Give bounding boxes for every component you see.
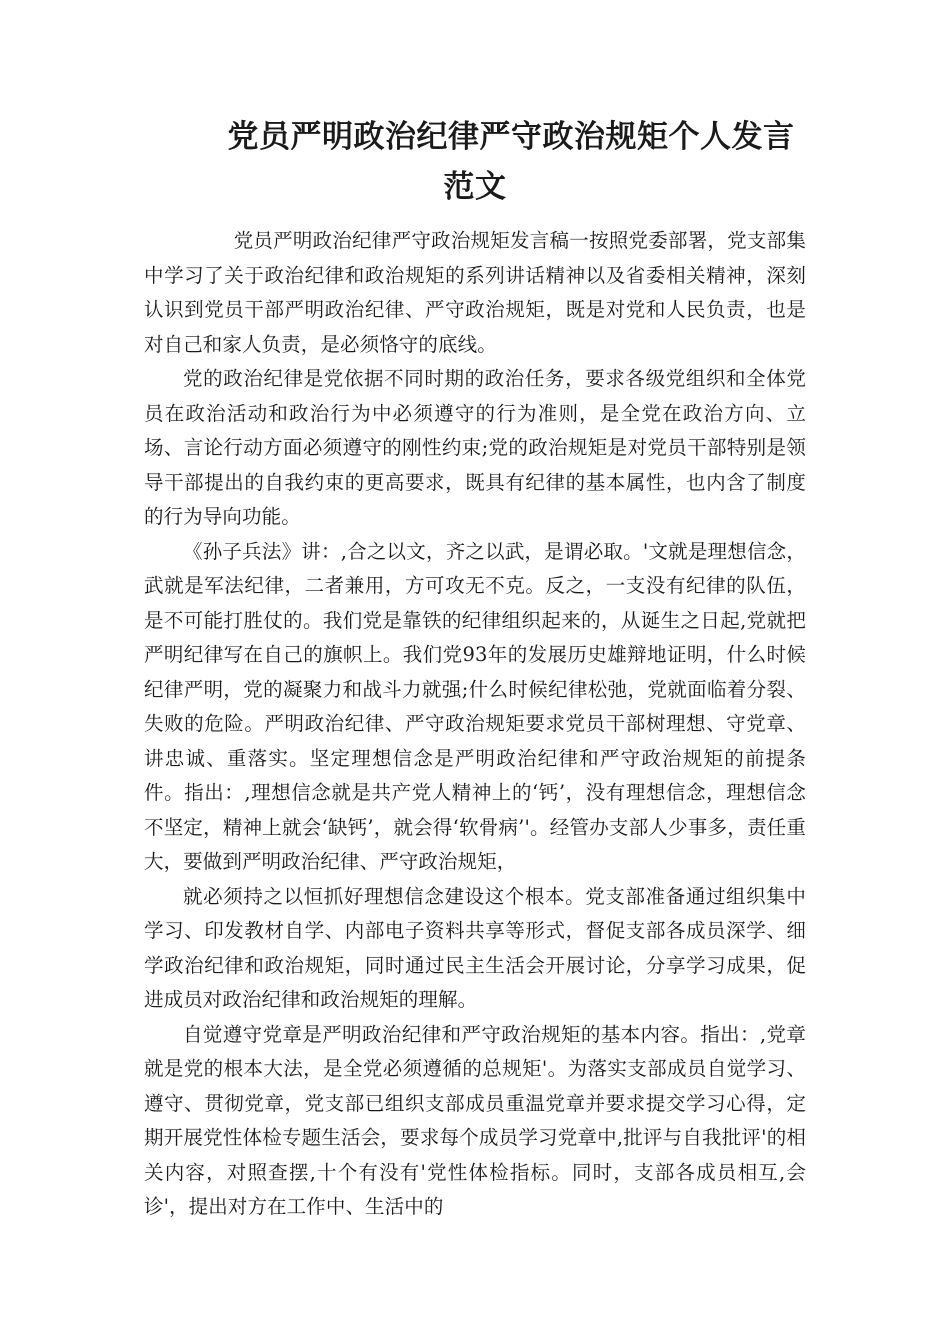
document-page <box>144 112 806 1225</box>
paragraph-4: 就必须持之以恒抓好理想信念建设这个根本。党支部准备通过组织集中学习、印发教材自学、内部电子资料共享等形式，督促支部各成员深学、细学政治纪律和政治规矩，同时通过民主生活会开展讨论，分享学习成果，促进成员对政治纪律和政治规矩的理解。 <box>144 884 806 1011</box>
paragraph-2: 党的政治纪律是党依据不同时期的政治任务，要求各级党组织和全体党员在政治活动和政治行为中必须遵守的行为准则，是全党在政治方向、立场、言论行动方面必须遵守的刚性约束;党的政治规矩是对党员干部特别是领导干部提出的自我约束的更高要求，既具有纪律的基本属性，也内含了制度的行为导向功能。 <box>144 367 806 528</box>
document-body <box>144 224 806 1225</box>
document-title-line-2: 范文 <box>443 169 507 205</box>
document-title <box>144 112 806 212</box>
paragraph-5: 自觉遵守党章是严明政治纪律和严守政治规矩的基本内容。指出：,党章就是党的根本大法，是全党必须遵循的总规矩'。为落实支部成员自觉学习、遵守、贯彻党章，党支部已组织支部成员重温党章并要求提交学习心得，定期开展党性体检专题生活会，要求每个成员学习党章中,批评与自我批评'的相关内容，对照查摆,十个有没有'党性体检指标。同时，支部各成员相互,会诊'，提出对方在工作中、生活中的 <box>144 1022 806 1218</box>
paragraph-1: 党员严明政治纪律严守政治规矩发言稿一按照党委部署，党支部集中学习了关于政治纪律和政治规矩的系列讲话精神以及省委相关精神，深刻认识到党员干部严明政治纪律、严守政治规矩，既是对党和人民负责，也是对自己和家人负责，是必须恪守的底线。 <box>144 229 806 356</box>
paragraph-3: 《孙子兵法》讲：,合之以文，齐之以武，是谓必取。'文就是理想信念，武就是军法纪律，二者兼用，方可攻无不克。反之，一支没有纪律的队伍，是不可能打胜仗的。我们党是靠铁的纪律组织起来的，从诞生之日起,党就把严明纪律写在自己的旗帜上。我们党93年的发展历史雄辩地证明，什么时候纪律严明，党的凝聚力和战斗力就强;什么时候纪律松弛，党就面临着分裂、失败的危险。严明政治纪律、严守政治规矩要求党员干部树理想、守党章、讲忠诚、重落实。坚定理想信念是严明政治纪律和严守政治规矩的前提条件。指出：,理想信念就是共产党人精神上的‘钙’，没有理想信念，理想信念不坚定，精神上就会‘缺钙’，就会得‘软骨病’'。经管办支部人少事多，责任重大，要做到严明政治纪律、严守政治规矩， <box>144 539 806 873</box>
document-title-line-1: 党员严明政治纪律严守政治规矩个人发言 <box>227 119 795 155</box>
